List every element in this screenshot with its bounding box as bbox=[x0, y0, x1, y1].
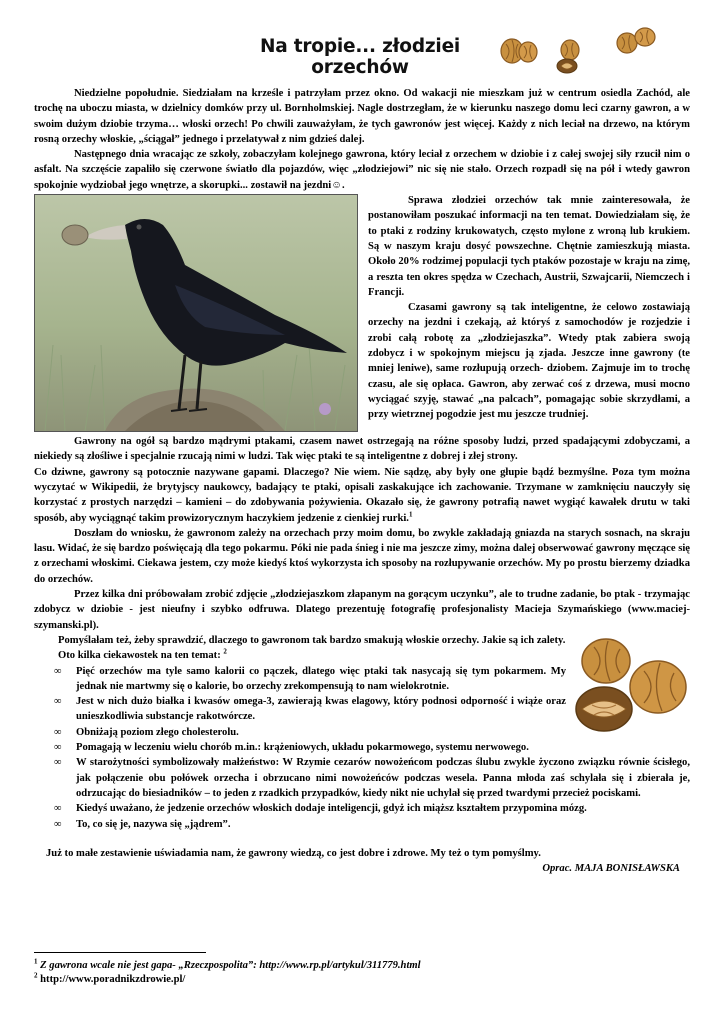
footnote-ref-1[interactable]: 1 bbox=[408, 510, 413, 519]
footnote-1 bbox=[34, 959, 694, 973]
fact-text: Pięć orzechów ma tyle samo kalorii co pączek, dlatego więc ptaki tak nasycają się tym pokarmem. My jednak nie martwmy się o kalorie, bo orzechy zrekompensują to nam wielokrotnie. bbox=[76, 665, 566, 692]
fact-text: Kiedyś uważano, że jedzenie orzechów włoskich dodaje inteligencji, gdyż ich miąższ kształtem przypomina mózg. bbox=[76, 803, 587, 815]
walnut-cracked-icon bbox=[553, 36, 587, 76]
walnut-group-icon bbox=[614, 24, 658, 58]
list-item bbox=[34, 817, 690, 832]
paragraph-next-day: Następnego dnia wracając ze szkoły, zobaczyłam kolejnego gawrona, który leciał z orzechem w dziobie i z całej swojej siły rzucił nim o asfalt. Na szczęście zapaliło się czerwone światło dla pojazdów, więc „złodziejowi” nic się nie stało. Orzech rozpadł się na pół i wtedy gawron spokojnie wydziobał jego wnętrze, a skorupki... zostawił na jezdni☺. bbox=[34, 149, 690, 191]
list-item bbox=[34, 801, 690, 816]
paragraph-gapy-text: Co dziwne, gawrony są potocznie nazywane gapami. Dlaczego? Nie wiem. Nie sądzę, aby były one głupie bądź bezmyślne. Poza tym można wyczytać w Wikipedii, że brytyjscy naukowcy, badający te ptaki, opisali zaskakujące ich zachowanie. Trzymane w zamknięciu nauczyły się korzystać z prostych narzędzi – kamieni – do zdobywania pożywienia. Okazało się, że gawrony potrafią nawet wygiąć kawałek drutu w taki sposób, aby wyciągnąć takim prowizorycznym haczykiem jedzenie z cienkiej rurki. bbox=[34, 466, 690, 524]
fact-text: Jest w nich dużo białka i kwasów omega-3, zawierają kwas elagowy, który podnosi odporność i wiąże oraz unieszkodliwia substancje rakotwórcze. bbox=[76, 696, 566, 723]
list-item bbox=[34, 755, 690, 801]
fact-text: Pomagają w leczeniu wielu chorób m.in.: krążeniowych, układu pokarmowego, systemu nerwowego. bbox=[76, 742, 529, 754]
infinity-bullet-icon: ∞ bbox=[54, 803, 62, 815]
footnote-2 bbox=[34, 973, 694, 987]
paragraph-research: Sprawa złodziei orzechów tak mnie zainteresowała, że postanowiłam poszukać informacji na ten temat. Dowiedziałam się, że to ptaki z rodziny krukowatych, często mylone z wroną lub krukiem. Są w naszym kraju dosyć powszechne. Chętnie zamieszkują miasta. Około 20% rodzimej populacji tych ptaków pozostaje w kraju na zimę, a reszta ten okres spędza w Czechach, Austrii, Szwajcarii, Niemczech i Francji. bbox=[368, 195, 690, 298]
footnote-1-link[interactable]: Z gawrona wcale nie jest gapa- „Rzeczpospolita”: http://www.rp.pl/artykul/311779.html bbox=[40, 960, 421, 971]
list-item bbox=[34, 664, 690, 695]
facts-list bbox=[34, 664, 690, 832]
paragraph-why: Pomyślałam też, żeby sprawdzić, dlaczego to gawronom tak bardzo smakują włoskie orzechy. Jakie są ich zalety. bbox=[58, 634, 566, 646]
footnote-number: 2 bbox=[34, 971, 38, 980]
paragraph-photo-note: Przez kilka dni próbowałam zrobić zdjęcie „złodziejaszkom złapanym na gorącym uczynku”, ale to trudne zadanie, bo ptak - trzymając zdobycz w dziobie - jest nieufny i szybko odfruwa. Dlatego prezentuję fotografię profesjonalisty Macieja Szymańskiego (www.maciej-szymanski.pl). bbox=[34, 589, 690, 631]
facts-intro-text: Oto kilka ciekawostek na ten temat: bbox=[58, 650, 221, 662]
list-item bbox=[34, 740, 690, 755]
paragraph-intelligence: Czasami gawrony są tak inteligentne, że celowo zostawiają orzechy na jezdni i czekają, aż któryś z samochodów je rozjedzie i zrobi całą robotę za „złodziejaszka”. Wtedy ptak zabiera swoją zdobycz i w spokojnym miejscu ją zjada. Jeszcze inne gawrony (te mniej leniwe), same rozłupują orzech- dziobem. Zajmuje im to trochę czasu, ale się opłaca. Gawron, aby zerwać coś z drzewa, musi mocno wyciągać szyję, stawać „na palcach”, pomagając sobie skrzydłami, a przy wietrznej pogodzie jest mu jeszcze trudniej. bbox=[368, 302, 690, 421]
list-item bbox=[34, 694, 690, 725]
fact-text: To, co się je, nazywa się „jądrem”. bbox=[76, 818, 231, 830]
footnote-ref-2[interactable]: 2 bbox=[223, 647, 227, 656]
infinity-bullet-icon: ∞ bbox=[54, 818, 62, 830]
footnotes bbox=[34, 952, 694, 987]
page-title: Na tropie... złodziei orzechów bbox=[259, 36, 461, 78]
author-signature: Oprac. MAJA BONISŁAWSKA bbox=[542, 863, 680, 875]
article-body bbox=[34, 86, 690, 876]
footnote-2-link[interactable]: http://www.poradnikzdrowie.pl/ bbox=[40, 974, 186, 985]
closing-sentence: Już to małe zestawienie uświadamia nam, że gawrony wiedzą, co jest dobre i zdrowe. My też o tym pomyślmy. bbox=[46, 847, 541, 859]
infinity-bullet-icon: ∞ bbox=[54, 742, 62, 754]
footnote-divider bbox=[34, 952, 206, 953]
paragraph-conclusion: Doszłam do wniosku, że gawronom zależy na orzechach przy moim domu, bo zwykle zakładają gniazda na starych sosnach, na skraju lasu. Widać, że się bardzo poświęcają dla tego pokarmu. Póki nie pada śnieg i nie ma jeszcze zimy, można dalej obserwować gawrony męczące się z orzechami włoskimi. Ciekawa jestem, czy może kiedyś ktoś wykorzysta ich sposoby na rozłupywanie orzechów. My po prostu bierzemy dziadka do orzechów. bbox=[34, 527, 690, 585]
paragraph-intro: Niedzielne popołudnie. Siedziałam na krześle i patrzyłam przez okno. Od wakacji nie mieszkam już w centrum osiedla Zachód, ale trochę na uboczu miasta, w dzielnicy domków przy ul. Bornholmskiej. Nagle dostrzegłam, że w kierunku naszego domu leci czarny gawron, a w swoim dużym dziobie trzyma… włoski orzech! Po chwili zauważyłam, że tych gawronów jest więcej. Każdy z nich leciał na drzewo, na którym rosną orzechy włoskie, „ściągał” jednego i przelatywał z nim gdzieś dalej. bbox=[34, 88, 690, 145]
crow-photo bbox=[34, 194, 358, 432]
walnut-pair-icon bbox=[498, 34, 540, 68]
footnote-number: 1 bbox=[34, 957, 38, 966]
fact-text: W starożytności symbolizowały małżeństwo: W Rzymie cezarów nowożeńcom podczas ślubu zwykle życzono związku równie ścisłego, jak połączenie obu połówek orzecha i obrzucano nimi nowożeńców podczas wesela. Panna młoda zaś schylała się i zbierała je, odrzucając do biesiadników – to jeden z rzadkich przypadków, kiedy nikt nie uchylał się przed twardymi przecież pociskami. bbox=[76, 757, 690, 799]
paragraph-smart-birds: Gawrony na ogół są bardzo mądrymi ptakami, czasem nawet ostrzegają na różne sposoby ludzi, przed spadającymi zdobyczami, a niekiedy są złośliwe i specjalnie rzucają nimi w ludzi. Tak więc ptaki te są inteligentne z dobrej i złej strony. bbox=[34, 436, 690, 463]
infinity-bullet-icon: ∞ bbox=[54, 726, 62, 738]
infinity-bullet-icon: ∞ bbox=[54, 696, 62, 708]
list-item bbox=[34, 725, 690, 740]
fact-text: Obniżają poziom złego cholesterolu. bbox=[76, 726, 239, 738]
paragraph-gapy bbox=[34, 465, 690, 526]
infinity-bullet-icon: ∞ bbox=[54, 665, 62, 677]
infinity-bullet-icon: ∞ bbox=[54, 757, 62, 769]
